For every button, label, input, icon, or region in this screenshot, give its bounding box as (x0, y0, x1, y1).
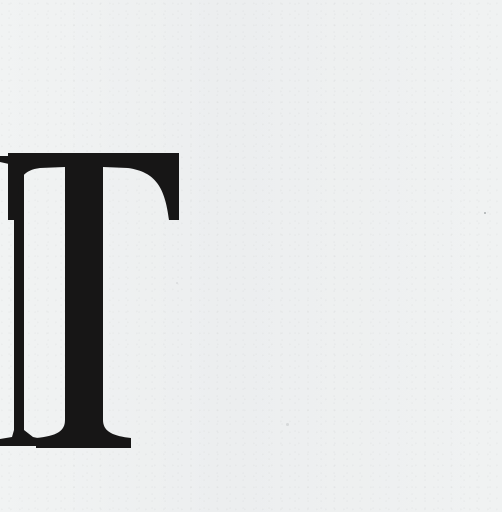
paper-speck (484, 212, 486, 214)
large-serif-t (8, 153, 179, 448)
paper-speck (286, 423, 289, 426)
paper-speck (176, 282, 178, 284)
cropped-letter-left (0, 156, 42, 446)
